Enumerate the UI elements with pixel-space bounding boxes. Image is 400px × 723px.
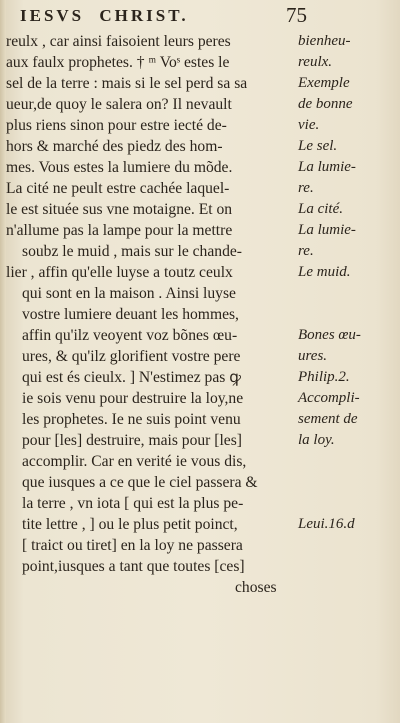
- margin-note: de bonne: [298, 96, 353, 112]
- page-number: 75: [286, 3, 307, 27]
- text-line: [6, 346, 306, 367]
- text-line: [6, 220, 306, 241]
- text-line: [6, 31, 306, 52]
- text-line: [6, 472, 306, 493]
- margin-note: La lumie-: [298, 222, 356, 238]
- margin-note: Leui.16.d: [298, 516, 355, 532]
- text-line: [6, 325, 306, 346]
- text-line-content: hors & marché des piedz des hom-: [6, 138, 223, 155]
- margin-note: Bones œu-: [298, 327, 361, 343]
- margin-note: reulx.: [298, 54, 333, 70]
- text-line-content: qui sont en la maison . Ainsi luyse: [22, 285, 236, 302]
- text-line-content: vostre lumiere deuant les hommes,: [22, 306, 239, 323]
- text-line-content: n'allume pas la lampe pour la mettre: [6, 222, 233, 239]
- text-line: [6, 94, 306, 115]
- text-line-content: ie sois venu pour destruire la loy,ne: [22, 390, 244, 407]
- margin-note: ures.: [298, 348, 328, 364]
- text-line-content: le est située sus vne motaigne. Et on: [6, 201, 233, 218]
- text-line-content: affin qu'ilz veoyent voz bõnes œu-: [22, 327, 238, 344]
- text-line: [6, 514, 306, 535]
- text-line-content: point,iusques a tant que toutes [ces]: [22, 558, 245, 575]
- margin-note: vie.: [298, 117, 320, 133]
- text-line: [6, 409, 306, 430]
- text-line-content: qui est és cieulx. ] N'estimez pas ꝙ: [22, 369, 241, 386]
- text-line: [6, 73, 306, 94]
- margin-note: Accompli-: [298, 390, 360, 406]
- margin-note: Le sel.: [298, 138, 338, 154]
- text-line-content: choses: [235, 579, 277, 596]
- text-line: [6, 304, 306, 325]
- text-line-content: que iusques a ce que le ciel passera &: [22, 474, 258, 491]
- text-line: [6, 577, 306, 598]
- text-line-content: pour [les] destruire, mais pour [les]: [22, 432, 242, 449]
- text-line: [6, 535, 306, 556]
- running-title-right: CHRIST.: [99, 6, 189, 25]
- text-line: [6, 115, 306, 136]
- text-line-content: aux faulx prophetes. † ᵐ Voˢ estes le: [6, 54, 230, 71]
- margin-note: Exemple: [298, 75, 350, 91]
- text-line-content: les prophetes. Ie ne suis point venu: [22, 411, 241, 428]
- text-line: [6, 430, 306, 451]
- text-line: [6, 493, 306, 514]
- text-line-content: mes. Vous estes la lumiere du mõde.: [6, 159, 233, 176]
- text-line: [6, 241, 306, 262]
- margin-note: La lumie-: [298, 159, 356, 175]
- text-line: [6, 367, 306, 388]
- text-line-content: la terre , vn iota [ qui est la plus pe-: [22, 495, 244, 512]
- text-line: [6, 199, 306, 220]
- margin-note: Le muid.: [298, 264, 351, 280]
- text-line-content: ures, & qu'ilz glorifient vostre pere: [22, 348, 241, 365]
- margin-note: re.: [298, 243, 314, 259]
- running-title-left: IESVS: [20, 6, 85, 25]
- margin-note: Philip.2.: [298, 369, 350, 385]
- text-line-content: reulx , car ainsi faisoient leurs peres: [6, 33, 231, 50]
- text-line-content: ueur,de quoy le salera on? Il nevault: [6, 96, 232, 113]
- text-line: [6, 556, 306, 577]
- text-line: [6, 157, 306, 178]
- body-text: [6, 31, 306, 598]
- margin-note: sement de: [298, 411, 358, 427]
- text-line-content: tite lettre , ] ou le plus petit poinct,: [22, 516, 238, 533]
- text-line: [6, 136, 306, 157]
- text-line: [6, 262, 306, 283]
- text-line-content: soubz le muid , mais sur le chande-: [22, 243, 242, 260]
- text-line-content: La cité ne peult estre cachée laquel-: [6, 180, 230, 197]
- text-line: [6, 178, 306, 199]
- text-line: [6, 388, 306, 409]
- text-line-content: plus riens sinon pour estre iecté de-: [6, 117, 227, 134]
- text-line-content: [ traict ou tiret] en la loy ne passera: [22, 537, 243, 554]
- margin-note: re.: [298, 180, 314, 196]
- text-line-content: lier , affin qu'elle luyse a toutz ceulx: [6, 264, 233, 281]
- running-header: [20, 6, 310, 26]
- text-line-content: accomplir. Car en verité ie vous dis,: [22, 453, 247, 470]
- text-line: [6, 283, 306, 304]
- text-line-content: sel de la terre : mais si le sel perd sa sa: [6, 75, 248, 92]
- margin-note: la loy.: [298, 432, 335, 448]
- margin-note: La cité.: [298, 201, 343, 217]
- text-line: [6, 451, 306, 472]
- margin-note: bienheu-: [298, 33, 351, 49]
- text-line: [6, 52, 306, 73]
